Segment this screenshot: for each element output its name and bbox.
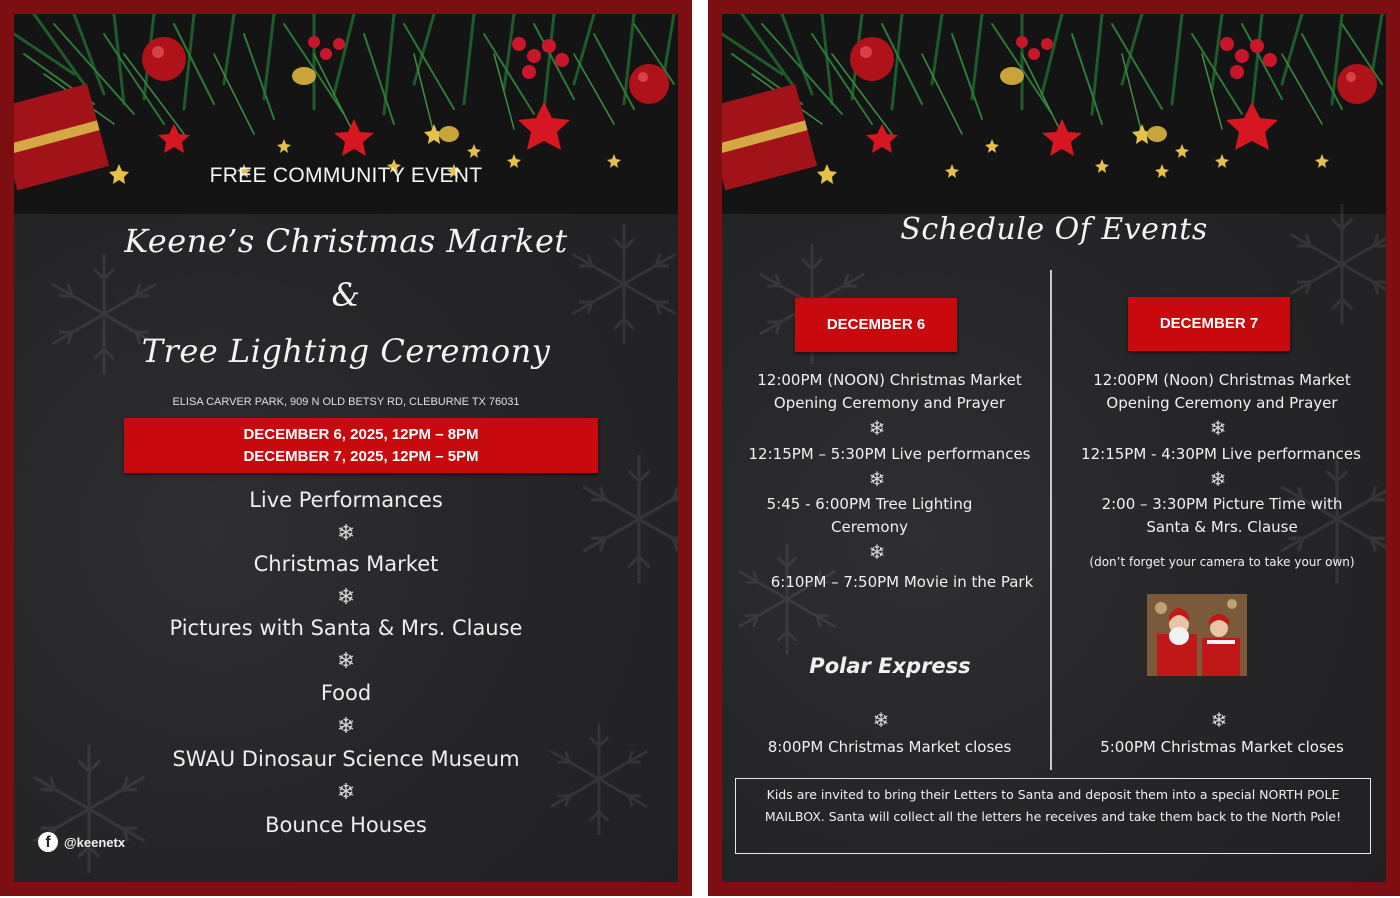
christmas-garland-decoration xyxy=(722,14,1386,214)
day2-closing: 5:00PM Christmas Market closes xyxy=(1100,738,1344,756)
event-title-line2: Tree Lighting Ceremony xyxy=(141,332,551,370)
feature-item: Pictures with Santa & Mrs. Clause xyxy=(169,616,523,640)
event-title-ampersand: & xyxy=(331,276,361,314)
snowflake-icon: ❄ xyxy=(868,418,886,440)
left-flyer xyxy=(0,0,692,896)
social-handle-text: @keenetx xyxy=(64,834,126,850)
snowflake-icon: ❄ xyxy=(1209,469,1227,491)
day1-event: 12:15PM – 5:30PM Live performances xyxy=(748,445,1031,463)
free-event-banner: FREE COMMUNITY EVENT xyxy=(209,164,483,187)
snowflake-icon: ❄ xyxy=(868,542,886,564)
day1-event: 5:45 - 6:00PM Tree Lighting Ceremony xyxy=(766,495,973,536)
facebook-icon: f xyxy=(38,832,58,852)
kids-letters-note: Kids are invited to bring their Letters to Santa and deposit them into a special NORTH POLE MAILBOX. Santa will collect all the letters he receives and take them back to the North Pole! xyxy=(735,778,1371,854)
right-flyer xyxy=(708,0,1400,896)
day1-event: 12:00PM (NOON) Christmas Market Opening Ceremony and Prayer xyxy=(757,371,1022,412)
event-date-1: DECEMBER 6, 2025, 12PM – 8PM xyxy=(243,426,479,443)
santa-photo-image xyxy=(1147,594,1247,676)
day2-event: 2:00 – 3:30PM Picture Time with Santa & Mrs. Clause xyxy=(1101,495,1343,536)
day1-closing: 8:00PM Christmas Market closes xyxy=(767,738,1012,756)
snowflake-icon: ❄ xyxy=(336,779,356,804)
day2-event: 12:00PM (Noon) Christmas Market Opening Ceremony and Prayer xyxy=(1093,371,1351,412)
feature-item: Food xyxy=(320,681,372,705)
event-address: ELISA CARVER PARK, 909 N OLD BETSY RD, CLEBURNE TX 76031 xyxy=(172,396,520,408)
snowflake-icon: ❄ xyxy=(1210,710,1228,732)
day2-label: DECEMBER 7 xyxy=(1128,297,1290,351)
day2-event: 12:15PM - 4:30PM Live performances xyxy=(1081,445,1361,463)
snowflake-icon: ❄ xyxy=(868,469,886,491)
movie-title: Polar Express xyxy=(809,654,971,678)
schedule-title: Schedule Of Events xyxy=(900,212,1208,247)
snowflake-icon: ❄ xyxy=(336,584,356,609)
day1-label: DECEMBER 6 xyxy=(795,298,957,352)
feature-item: Christmas Market xyxy=(253,552,439,576)
right-flyer-content xyxy=(722,14,1386,882)
snowflake-icon: ❄ xyxy=(336,648,356,673)
snowflake-icon: ❄ xyxy=(1209,418,1227,440)
social-handle[interactable] xyxy=(38,832,125,852)
santa-photo xyxy=(1147,594,1247,676)
event-date-2: DECEMBER 7, 2025, 12PM – 5PM xyxy=(243,448,479,465)
feature-item: Live Performances xyxy=(249,488,443,512)
day2-note: (don’t forget your camera to take your own) xyxy=(1089,555,1355,569)
feature-item: SWAU Dinosaur Science Museum xyxy=(172,747,520,771)
column-divider xyxy=(1050,270,1052,770)
day1-event: 6:10PM – 7:50PM Movie in the Park xyxy=(770,573,1034,591)
event-dates-banner xyxy=(124,418,598,473)
feature-item: Bounce Houses xyxy=(265,813,427,837)
snowflake-icon: ❄ xyxy=(336,713,356,738)
left-flyer-content xyxy=(14,14,678,882)
event-title-line1: Keene’s Christmas Market xyxy=(124,222,568,260)
snowflake-icon: ❄ xyxy=(336,520,356,545)
snowflake-icon: ❄ xyxy=(872,710,890,732)
